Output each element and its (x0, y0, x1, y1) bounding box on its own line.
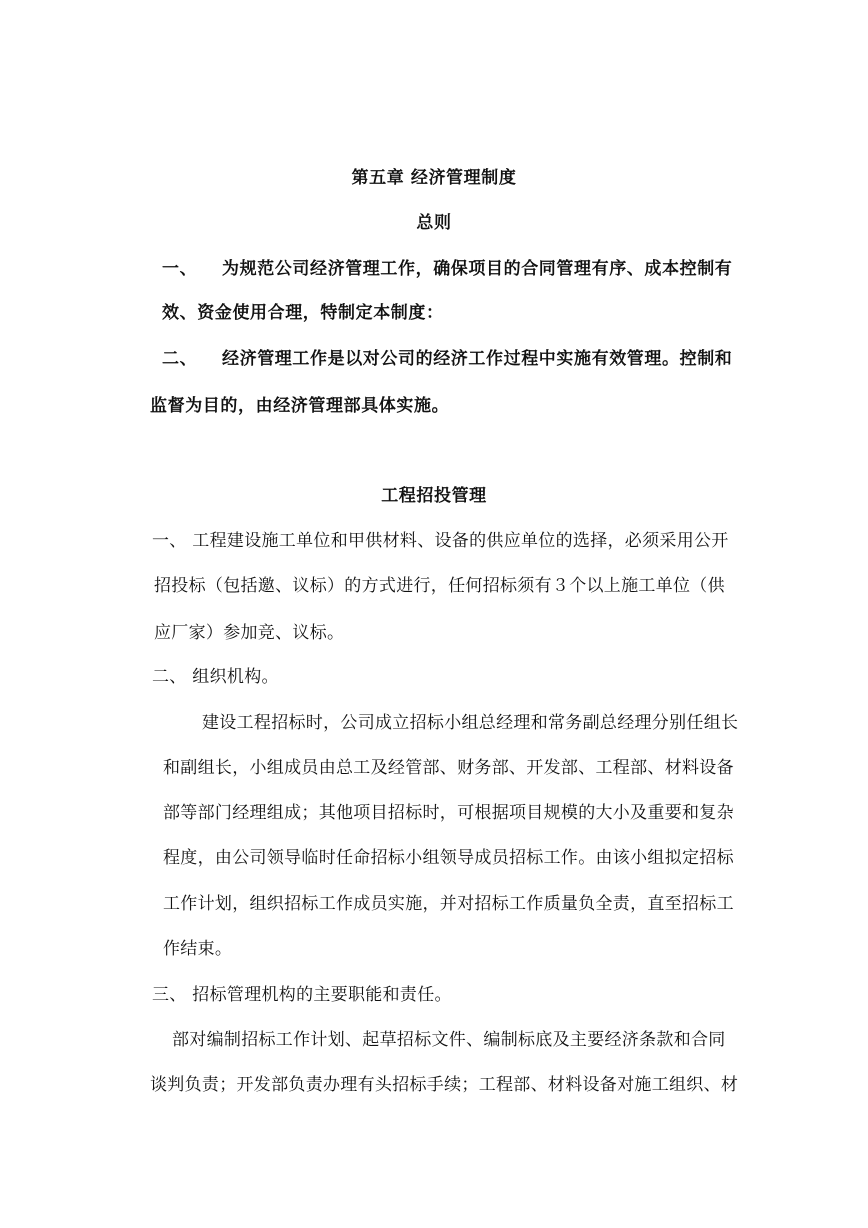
bidding-item3-line1: 部对编制招标工作计划、起草招标文件、编制标底及主要经济条款和合同 (172, 1030, 726, 1050)
bidding-item2-line: 程度，由公司领导临时任命招标小组领导成员招标工作。由该小组拟定招标 (163, 848, 734, 868)
bidding-heading: 工程招投管理 (381, 486, 487, 506)
bidding-item2-line: 建设工程招标时，公司成立招标小组总经理和常务副总经理分别任组长 (202, 713, 739, 733)
bidding-item2-line: 作结束。 (163, 939, 233, 959)
bidding-item3-line2: 谈判负责；开发部负责办理有头招标手续；工程部、材料设备对施工组织、材 (150, 1075, 739, 1095)
bidding-item2-line: 和副组长，小组成员由总工及经管部、财务部、开发部、工程部、材料设备 (163, 758, 734, 778)
bidding-item1-line1: 一、 工程建设施工单位和甲供材料、设备的供应单位的选择，必须采用公开 (152, 531, 729, 551)
general-heading: 总则 (416, 213, 452, 233)
chapter-title: 第五章 经济管理制度 (351, 168, 517, 188)
bidding-item1-line3: 应厂家）参加竞、议标。 (154, 623, 345, 643)
bidding-item3-heading: 三、 招标管理机构的主要职能和责任。 (152, 985, 452, 1005)
general-item2-line1 (162, 347, 732, 371)
general-item2-text: 经济管理工作是以对公司的经济工作过程中实施有效管理。控制和 (222, 349, 733, 369)
bidding-item2-line: 部等部门经理组成；其他项目招标时，可根据项目规模的大小及重要和复杂 (163, 803, 734, 823)
bidding-item1-line2: 招投标（包括邀、议标）的方式进行，任何招标须有３个以上施工单位（供 (154, 576, 725, 596)
general-item1-number: 一、 (162, 259, 198, 279)
bidding-item2-heading: 二、 组织机构。 (152, 667, 279, 687)
general-item2-number: 二、 (162, 349, 198, 369)
bidding-item2-line: 工作计划，组织招标工作成员实施，并对招标工作质量负全责，直至招标工 (163, 894, 734, 914)
general-item2-line2: 监督为目的，由经济管理部具体实施。 (150, 396, 450, 416)
general-item1-text: 为规范公司经济管理工作，确保项目的合同管理有序、成本控制有 (222, 259, 733, 279)
general-item1-line1 (162, 257, 732, 281)
general-item1-line2: 效、资金使用合理，特制定本制度： (162, 303, 444, 323)
